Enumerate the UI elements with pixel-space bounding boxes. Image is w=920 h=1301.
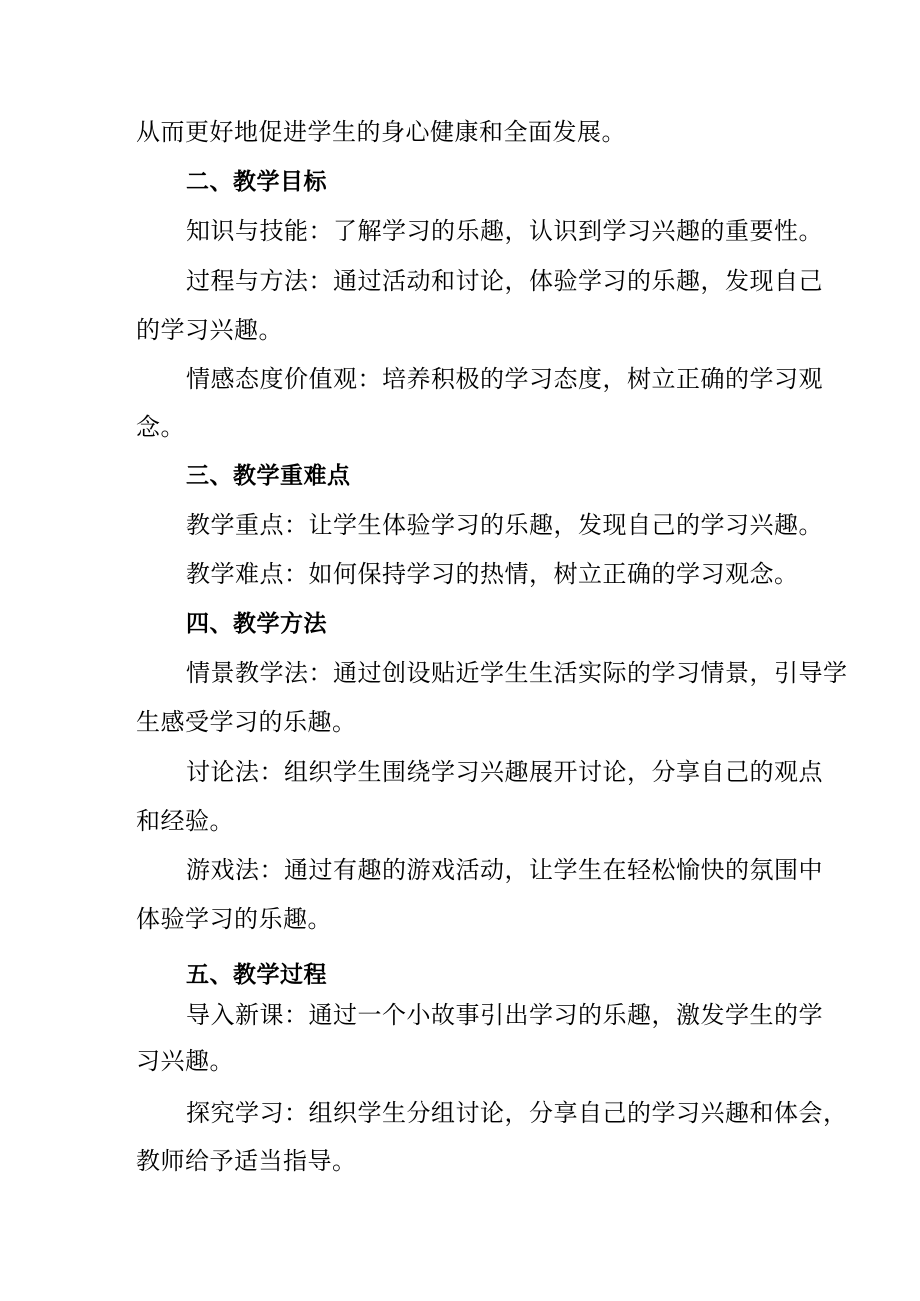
section-heading-teaching-methods: 四、教学方法 <box>186 611 327 637</box>
paragraph-line: 生感受学习的乐趣。 <box>136 708 357 736</box>
paragraph-line: 和经验。 <box>136 807 234 835</box>
paragraph-line: 教师给予适当指导。 <box>136 1147 357 1175</box>
section-heading-key-difficult-points: 三、教学重难点 <box>186 463 351 489</box>
paragraph-line: 探究学习：组织学生分组讨论，分享自己的学习兴趣和体会， <box>186 1099 848 1127</box>
paragraph-line: 教学难点：如何保持学习的热情，树立正确的学习观念。 <box>186 560 799 588</box>
paragraph-line: 习兴趣。 <box>136 1047 234 1075</box>
paragraph-line: 导入新课：通过一个小故事引出学习的乐趣，激发学生的学 <box>186 1001 823 1029</box>
section-heading-teaching-process: 五、教学过程 <box>186 962 327 988</box>
paragraph-line: 教学重点：让学生体验学习的乐趣，发现自己的学习兴趣。 <box>186 511 823 539</box>
section-heading-teaching-objectives: 二、教学目标 <box>186 169 327 195</box>
paragraph-line: 讨论法：组织学生围绕学习兴趣展开讨论，分享自己的观点 <box>186 758 823 786</box>
paragraph-line: 念。 <box>136 413 185 441</box>
paragraph-line: 的学习兴趣。 <box>136 316 283 344</box>
paragraph-line: 知识与技能：了解学习的乐趣，认识到学习兴趣的重要性。 <box>186 217 823 245</box>
paragraph-line: 游戏法：通过有趣的游戏活动，让学生在轻松愉快的氛围中 <box>186 856 823 884</box>
paragraph-line: 情感态度价值观：培养积极的学习态度，树立正确的学习观 <box>186 365 823 393</box>
paragraph-line: 情景教学法：通过创设贴近学生生活实际的学习情景，引导学 <box>186 659 848 687</box>
paragraph-line: 从而更好地促进学生的身心健康和全面发展。 <box>136 118 626 146</box>
paragraph-line: 体验学习的乐趣。 <box>136 905 332 933</box>
paragraph-line: 过程与方法：通过活动和讨论，体验学习的乐趣，发现自己 <box>186 267 823 295</box>
